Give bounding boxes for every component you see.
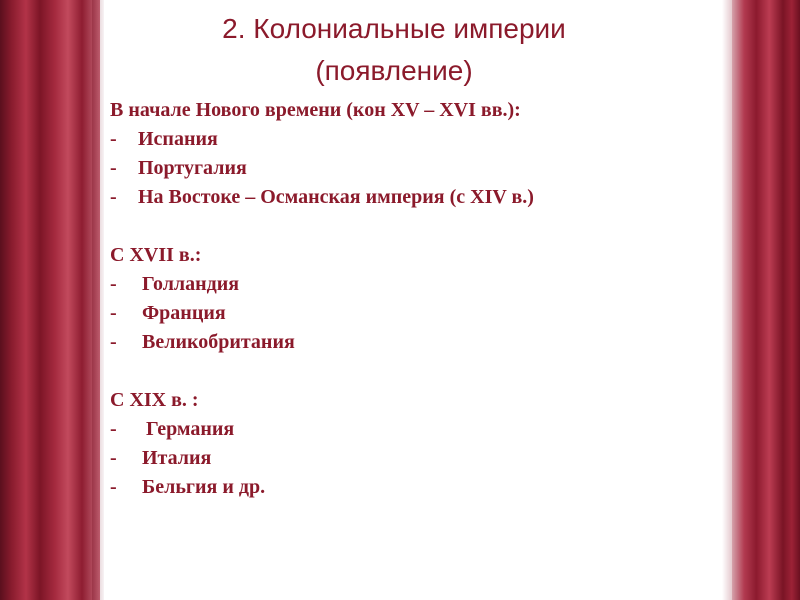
bullet-dash: - [110,331,117,353]
list-item [110,154,710,183]
list-item [110,444,710,473]
group-early-modern [110,96,710,212]
list-item-text: Германия [146,418,235,440]
list-item-text: Великобритания [142,331,295,353]
list-item-text: Голландия [142,273,240,295]
right-curtain [732,0,800,600]
group-19th-century [110,386,710,502]
slide-title-line-2: (появление) [315,55,473,86]
list-item-text: Италия [142,447,212,469]
list-item [110,183,710,212]
slide-title-line-1: 2. Колониальные империи [222,13,566,44]
group-heading: С XIX в. : [110,389,199,411]
list-item [110,299,710,328]
slide-content [110,96,710,502]
spacer [110,357,710,386]
slide-title [104,8,684,92]
bullet-dash: - [110,476,117,498]
group-heading: В начале Нового времени (кон XV – XVI вв.): [110,99,521,121]
list-item [110,125,710,154]
list-item-text: Франция [142,302,226,324]
bullet-dash: - [110,447,117,469]
bullet-dash: - [110,273,117,295]
list-item-text: Бельгия и др. [142,476,266,498]
list-item-text: Испания [138,128,218,150]
bullet-dash: - [110,186,117,208]
left-curtain [0,0,100,600]
bullet-dash: - [110,157,117,179]
group-17th-century [110,241,710,357]
spacer [110,212,710,241]
list-item [110,415,710,444]
list-item [110,270,710,299]
list-item [110,473,710,502]
bullet-dash: - [110,128,117,150]
bullet-dash: - [110,418,117,440]
list-item-text: Португалия [138,157,247,179]
list-item [110,328,710,357]
bullet-dash: - [110,302,117,324]
group-heading: С XVII в.: [110,244,202,266]
list-item-text: На Востоке – Османская империя (с XIV в.) [138,186,534,208]
